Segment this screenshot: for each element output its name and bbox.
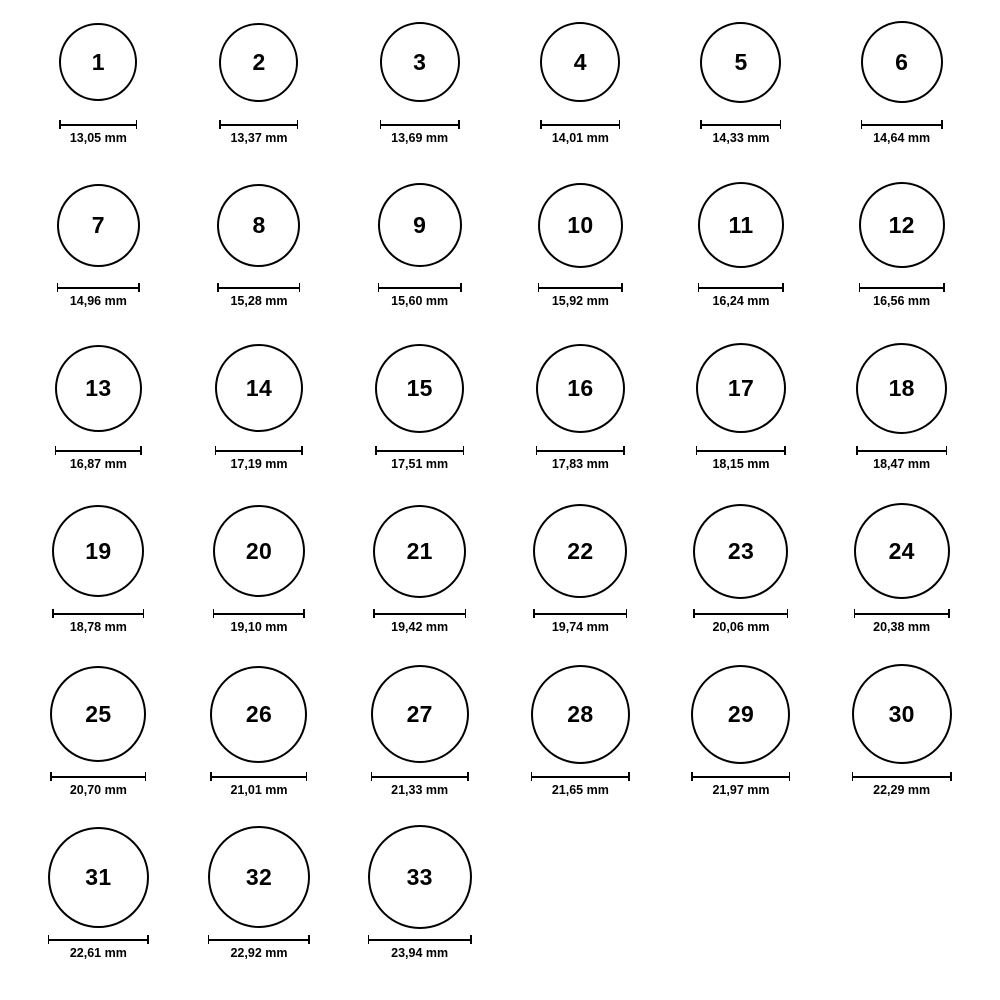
- ring-measurement: [696, 446, 786, 471]
- ring-circle-wrap: [500, 8, 661, 116]
- ring-circle-icon: [854, 503, 950, 599]
- ring-size-cell: [661, 171, 822, 334]
- ring-circle-wrap: [339, 497, 500, 605]
- ring-size-number: 3: [413, 48, 427, 75]
- ring-size-cell: [179, 497, 340, 660]
- ring-circle-icon: [859, 182, 945, 268]
- caliper-icon: [540, 120, 620, 128]
- ring-diameter-label: 23,94 mm: [391, 946, 449, 960]
- ring-circle-wrap: [18, 823, 179, 931]
- ring-size-number: 22: [567, 537, 594, 564]
- caliper-icon: [536, 446, 625, 454]
- ring-size-number: 12: [888, 211, 915, 238]
- ring-diameter-label: 15,60 mm: [391, 294, 449, 308]
- ring-size-cell: [179, 660, 340, 823]
- ring-measurement: [861, 120, 943, 145]
- ring-circle-wrap: [821, 8, 982, 116]
- ring-circle-icon: [533, 504, 627, 598]
- ring-size-cell: [500, 497, 661, 660]
- ring-measurement: [208, 935, 310, 960]
- ring-diameter-label: 17,83 mm: [551, 457, 609, 471]
- caliper-icon: [50, 772, 146, 780]
- ring-circle-icon: [52, 505, 144, 597]
- ring-diameter-label: 19,10 mm: [230, 620, 288, 634]
- ring-size-cell: [339, 660, 500, 823]
- ring-circle-icon: [378, 183, 462, 267]
- ring-diameter-label: 14,33 mm: [712, 131, 770, 145]
- ring-measurement: [375, 446, 464, 471]
- caliper-icon: [538, 283, 623, 291]
- ring-circle-icon: [698, 182, 784, 268]
- ring-circle-icon: [213, 505, 305, 597]
- caliper-icon: [217, 283, 300, 291]
- ring-diameter-label: 18,47 mm: [873, 457, 931, 471]
- caliper-icon: [373, 609, 466, 617]
- ring-measurement: [219, 120, 298, 145]
- ring-size-number: 23: [727, 537, 755, 564]
- ring-size-number: 19: [85, 537, 112, 564]
- ring-circle-wrap: [661, 171, 822, 279]
- ring-circle-icon: [861, 21, 943, 103]
- ring-measurement: [378, 283, 462, 308]
- ring-circle-icon: [368, 825, 472, 929]
- caliper-icon: [861, 120, 943, 128]
- caliper-icon: [696, 446, 786, 454]
- ring-circle-icon: [50, 666, 146, 762]
- ring-size-number: 33: [406, 863, 433, 890]
- ring-size-cell: [179, 8, 340, 171]
- ring-circle-wrap: [661, 660, 822, 768]
- ring-diameter-label: 21,01 mm: [230, 783, 288, 797]
- caliper-icon: [375, 446, 464, 454]
- ring-circle-wrap: [339, 8, 500, 116]
- ring-circle-wrap: [179, 497, 340, 605]
- ring-circle-wrap: [500, 334, 661, 442]
- ring-circle-icon: [215, 344, 303, 432]
- ring-size-cell: [661, 660, 822, 823]
- ring-size-cell: [179, 823, 340, 986]
- ring-measurement: [217, 283, 300, 308]
- ring-size-number: 6: [895, 48, 909, 75]
- ring-measurement: [210, 772, 307, 797]
- ring-size-cell: [339, 171, 500, 334]
- ring-measurement: [540, 120, 620, 145]
- ring-size-number: 14: [245, 374, 273, 401]
- ring-size-number: 1: [91, 48, 105, 75]
- ring-circle-icon: [48, 827, 149, 928]
- ring-circle-wrap: [661, 497, 822, 605]
- ring-circle-icon: [536, 344, 625, 433]
- ring-size-number: 17: [727, 374, 755, 401]
- ring-diameter-label: 13,37 mm: [230, 131, 288, 145]
- ring-size-number: 8: [252, 211, 266, 238]
- ring-circle-wrap: [179, 171, 340, 279]
- ring-diameter-label: 21,97 mm: [712, 783, 770, 797]
- ring-diameter-label: 20,70 mm: [69, 783, 127, 797]
- caliper-icon: [698, 283, 784, 291]
- ring-measurement: [215, 446, 303, 471]
- ring-size-cell: [500, 334, 661, 497]
- ring-size-number: 30: [888, 700, 915, 727]
- ring-diameter-label: 21,33 mm: [391, 783, 449, 797]
- caliper-icon: [700, 120, 781, 128]
- caliper-icon: [59, 120, 137, 128]
- ring-circle-icon: [852, 664, 952, 764]
- ring-measurement: [59, 120, 137, 145]
- ring-size-number: 28: [567, 700, 594, 727]
- ring-size-number: 25: [85, 700, 112, 727]
- ring-measurement: [373, 609, 466, 634]
- ring-measurement: [852, 772, 952, 797]
- caliper-icon: [854, 609, 950, 617]
- ring-circle-wrap: [500, 660, 661, 768]
- ring-measurement: [691, 772, 790, 797]
- ring-size-number: 7: [91, 211, 105, 238]
- ring-circle-icon: [856, 343, 947, 434]
- ring-size-cell: [821, 8, 982, 171]
- ring-diameter-label: 16,24 mm: [712, 294, 770, 308]
- caliper-icon: [215, 446, 303, 454]
- ring-diameter-label: 22,92 mm: [230, 946, 288, 960]
- ring-circle-icon: [55, 345, 142, 432]
- ring-size-cell: [339, 497, 500, 660]
- ring-diameter-label: 19,74 mm: [551, 620, 609, 634]
- ring-circle-wrap: [821, 660, 982, 768]
- ring-diameter-label: 17,19 mm: [230, 457, 288, 471]
- ring-size-cell: [18, 8, 179, 171]
- ring-size-number: 5: [734, 48, 748, 75]
- ring-size-number: 15: [406, 374, 433, 401]
- ring-size-number: 9: [413, 211, 427, 238]
- caliper-icon: [380, 120, 460, 128]
- ring-size-cell: [339, 8, 500, 171]
- ring-circle-wrap: [179, 334, 340, 442]
- ring-diameter-label: 21,65 mm: [551, 783, 609, 797]
- ring-circle-wrap: [500, 171, 661, 279]
- ring-circle-icon: [696, 343, 786, 433]
- ring-circle-wrap: [661, 334, 822, 442]
- ring-diameter-label: 19,42 mm: [391, 620, 449, 634]
- ring-measurement: [213, 609, 305, 634]
- ring-circle-icon: [375, 344, 464, 433]
- ring-size-cell: [500, 660, 661, 823]
- ring-size-number: 16: [567, 374, 594, 401]
- ring-size-number: 32: [245, 863, 273, 890]
- ring-measurement: [55, 446, 142, 471]
- caliper-icon: [533, 609, 627, 617]
- ring-size-cell: [18, 497, 179, 660]
- ring-diameter-label: 15,92 mm: [551, 294, 609, 308]
- ring-circle-wrap: [821, 497, 982, 605]
- caliper-icon: [856, 446, 947, 454]
- ring-measurement: [371, 772, 469, 797]
- ring-size-number: 20: [245, 537, 273, 564]
- ring-measurement: [536, 446, 625, 471]
- ring-size-cell: [661, 334, 822, 497]
- ring-diameter-label: 14,64 mm: [873, 131, 931, 145]
- ring-measurement: [48, 935, 149, 960]
- ring-circle-icon: [210, 666, 307, 763]
- ring-diameter-label: 18,15 mm: [712, 457, 770, 471]
- ring-size-cell: [339, 334, 500, 497]
- ring-size-number: 4: [573, 48, 587, 75]
- ring-circle-icon: [371, 665, 469, 763]
- ring-circle-wrap: [18, 8, 179, 116]
- ring-diameter-label: 20,38 mm: [873, 620, 931, 634]
- ring-diameter-label: 17,51 mm: [391, 457, 449, 471]
- ring-size-number: 21: [406, 537, 433, 564]
- ring-size-cell: [661, 8, 822, 171]
- ring-measurement: [57, 283, 140, 308]
- caliper-icon: [531, 772, 630, 780]
- ring-circle-icon: [59, 23, 137, 101]
- ring-diameter-label: 14,96 mm: [69, 294, 127, 308]
- ring-size-cell: [821, 171, 982, 334]
- ring-size-cell: [18, 660, 179, 823]
- caliper-icon: [852, 772, 952, 780]
- caliper-icon: [55, 446, 142, 454]
- ring-size-number: 18: [888, 374, 915, 401]
- ring-measurement: [700, 120, 781, 145]
- ring-size-cell: [661, 497, 822, 660]
- caliper-icon: [48, 935, 149, 943]
- ring-measurement: [854, 609, 950, 634]
- caliper-icon: [378, 283, 462, 291]
- ring-circle-icon: [693, 504, 788, 599]
- ring-measurement: [533, 609, 627, 634]
- ring-circle-icon: [380, 22, 460, 102]
- ring-circle-wrap: [18, 171, 179, 279]
- caliper-icon: [859, 283, 945, 291]
- ring-diameter-label: 22,61 mm: [69, 946, 127, 960]
- ring-circle-wrap: [179, 660, 340, 768]
- ring-diameter-label: 16,87 mm: [69, 457, 127, 471]
- ring-circle-wrap: [18, 660, 179, 768]
- ring-circle-wrap: [179, 8, 340, 116]
- ring-diameter-label: 22,29 mm: [873, 783, 931, 797]
- ring-size-number: 10: [567, 211, 594, 238]
- ring-size-cell: [18, 334, 179, 497]
- ring-size-number: 13: [85, 374, 112, 401]
- caliper-icon: [210, 772, 307, 780]
- ring-measurement: [538, 283, 623, 308]
- ring-circle-icon: [700, 22, 781, 103]
- ring-circle-wrap: [500, 497, 661, 605]
- ring-circle-wrap: [179, 823, 340, 931]
- ring-size-cell: [821, 334, 982, 497]
- ring-diameter-label: 16,56 mm: [873, 294, 931, 308]
- ring-size-cell: [821, 497, 982, 660]
- caliper-icon: [219, 120, 298, 128]
- caliper-icon: [52, 609, 144, 617]
- ring-measurement: [698, 283, 784, 308]
- caliper-icon: [57, 283, 140, 291]
- ring-measurement: [52, 609, 144, 634]
- ring-size-cell: [18, 171, 179, 334]
- caliper-icon: [371, 772, 469, 780]
- ring-measurement: [50, 772, 146, 797]
- ring-size-number: 2: [252, 48, 266, 75]
- ring-size-number: 26: [245, 700, 273, 727]
- ring-diameter-label: 14,01 mm: [551, 131, 609, 145]
- caliper-icon: [691, 772, 790, 780]
- ring-size-cell: [339, 823, 500, 986]
- ring-circle-icon: [531, 665, 630, 764]
- ring-size-number: 29: [727, 700, 755, 727]
- ring-size-cell: [18, 823, 179, 986]
- caliper-icon: [693, 609, 788, 617]
- ring-circle-icon: [219, 23, 298, 102]
- ring-size-number: 24: [888, 537, 915, 564]
- ring-circle-icon: [691, 665, 790, 764]
- ring-circle-wrap: [339, 823, 500, 931]
- ring-diameter-label: 13,69 mm: [391, 131, 449, 145]
- ring-diameter-label: 13,05 mm: [69, 131, 127, 145]
- caliper-icon: [213, 609, 305, 617]
- ring-circle-wrap: [661, 8, 822, 116]
- ring-diameter-label: 15,28 mm: [230, 294, 288, 308]
- ring-measurement: [693, 609, 788, 634]
- ring-size-number: 11: [728, 211, 754, 238]
- ring-circle-icon: [57, 184, 140, 267]
- ring-circle-icon: [208, 826, 310, 928]
- ring-measurement: [380, 120, 460, 145]
- ring-size-cell: [179, 171, 340, 334]
- ring-size-cell: [179, 334, 340, 497]
- ring-diameter-label: 18,78 mm: [69, 620, 127, 634]
- ring-circle-wrap: [18, 334, 179, 442]
- ring-measurement: [368, 935, 472, 960]
- ring-circle-wrap: [821, 334, 982, 442]
- ring-circle-wrap: [339, 660, 500, 768]
- ring-measurement: [856, 446, 947, 471]
- ring-circle-wrap: [18, 497, 179, 605]
- ring-diameter-label: 20,06 mm: [712, 620, 770, 634]
- ring-circle-icon: [538, 183, 623, 268]
- ring-size-number: 27: [406, 700, 433, 727]
- ring-circle-icon: [373, 505, 466, 598]
- ring-size-cell: [500, 8, 661, 171]
- caliper-icon: [208, 935, 310, 943]
- ring-size-cell: [821, 660, 982, 823]
- ring-measurement: [531, 772, 630, 797]
- ring-circle-icon: [217, 184, 300, 267]
- ring-circle-wrap: [339, 171, 500, 279]
- ring-measurement: [859, 283, 945, 308]
- ring-circle-wrap: [339, 334, 500, 442]
- ring-circle-wrap: [821, 171, 982, 279]
- caliper-icon: [368, 935, 472, 943]
- ring-circle-icon: [540, 22, 620, 102]
- ring-size-cell: [500, 171, 661, 334]
- ring-size-number: 31: [85, 863, 112, 890]
